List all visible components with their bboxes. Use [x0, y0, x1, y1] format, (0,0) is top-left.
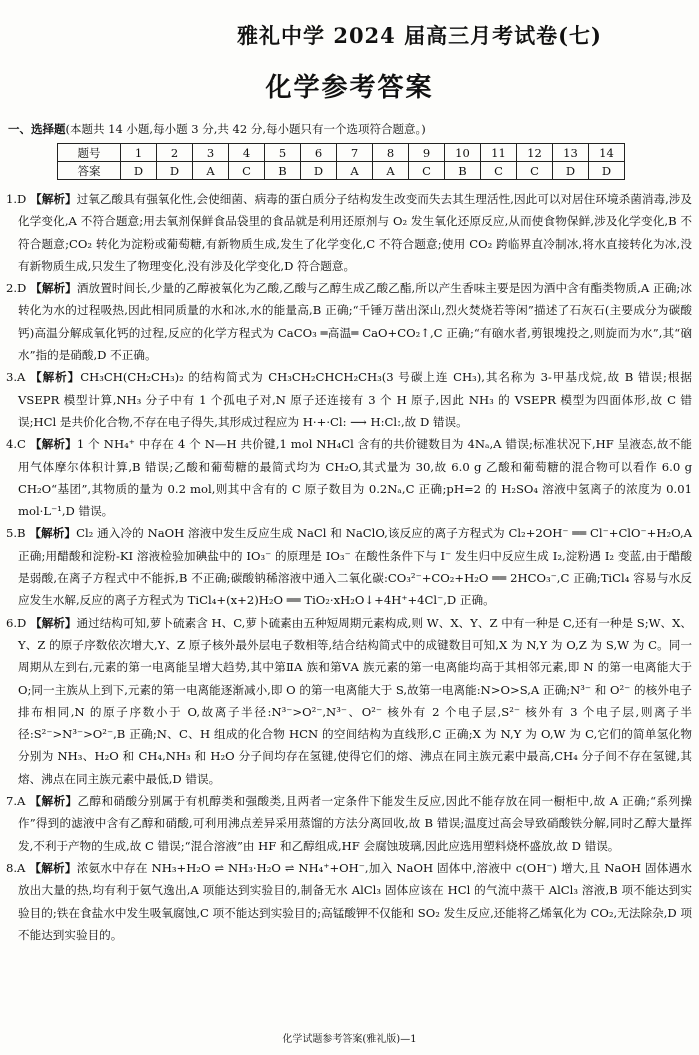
- item-number: 1.D: [6, 192, 27, 206]
- item-number: 2.D: [6, 281, 27, 296]
- row-label-answer: 答案: [58, 162, 121, 180]
- analysis-tag: 【解析】: [29, 526, 77, 541]
- item-number: 3.A: [6, 370, 26, 385]
- exam-title: 雅礼中学 2024 届高三月考试卷(七): [237, 23, 602, 48]
- item-number: 8.A: [6, 860, 26, 875]
- item-text: 通过结构可知,萝卜硫素含 H、C,萝卜硫素由五种短周期元素构成,则 W、X、Y、Z 中有一种是 C,还有一种是 S;W、X、Y、Z 的原子序数依次增大,Y、Z 原子核外最外层电子数相等,结合结构简式中的成键数目可知,X 为 N,Y 为 O,Z 为 S,W 为 C。同一周期从左到右,元素的第一电离能呈增大趋势,其中第ⅡA 族和第ⅤA 族元素的第一电离能均高于其相邻元素,即 N 的第一电离能大于 O;同一主族从上到下,元素的第一电离能逐渐减小,即 O 的第一电离能大于 S,故第一电离能:N>O>S,A 正确;N³⁻ 和 O²⁻ 的核外电子排布相同,N 的原子序数小于 O,故离子半径:N³⁻>O²⁻,N³⁻、O²⁻ 核外有 2 个电子层,S²⁻ 核外有 3 个电子层,则离子半径:S²⁻>N³⁻>O²⁻,B 正确;N、C、H 组成的化合物 HCN 的空间结构为直线形,C 正确;X 为 N,Y 为 O,W 为 C,它们的简单氢化物分别为 NH₃、H₂O 和 CH₄,NH₃ 和 H₂O 分子间均存在氢键,使得它们的熔、沸点在同主族元素中最高,CH₄ 分子间不存在氢键,其熔、沸点在同主族元素中最低,D 错误。: [18, 615, 692, 786]
- question-number: 5: [265, 144, 301, 162]
- analysis-tag: 【解析】: [29, 794, 78, 809]
- answer-cell: D: [589, 162, 625, 180]
- item-text: 酒放置时间长,少量的乙醇被氧化为乙酸,乙酸与乙醇生成乙酸乙酯,所以产生香味主要是因为酒中含有酯类物质,A 正确;冰转化为水的过程吸热,因此相同质量的水和冰,水的能量高,B 正确;“千锤万凿出深山,烈火焚烧若等闲”描述了石灰石(主要成分为碳酸钙)高温分解成氧化钙的过程,反应的化学方程式为 CaCO₃ ═高温═ CaO+CO₂↑,C 正确;“有硇水者,剪银塊投之,则旋而为水”,其“硇水”指的是硝酸,D 不正确。: [18, 281, 692, 363]
- analysis-tag: 【解析】: [30, 370, 81, 385]
- answer-title: 化学参考答案: [265, 73, 434, 103]
- question-number: 1: [121, 144, 157, 162]
- item-text: 浓氨水中存在 NH₃+H₂O ⇌ NH₃·H₂O ⇌ NH₄⁺+OH⁻,加入 NaOH 固体中,溶液中 c(OH⁻) 增大,且 NaOH 固体遇水放出大量的热,均有利于氨气逸出,A 项能达到实验目的,制备无水 AlCl₃ 固体应该在 HCl 的气流中蒸干 AlCl₃ 溶液,B 项不能达到实验目的;铁在食盐水中发生吸氧腐蚀,C 项不能达到实验目的;高锰酸钾不仅能和 SO₂ 发生反应,还能将乙烯氧化为 CO₂,无法除杂,D 项不能达到实验目的。: [18, 860, 692, 942]
- section-heading: [8, 121, 426, 137]
- answer-cell: C: [481, 162, 517, 180]
- answer-cell: A: [337, 162, 373, 180]
- answer-cell: B: [445, 162, 481, 180]
- question-number: 13: [553, 144, 589, 162]
- analysis-tag: 【解析】: [30, 615, 77, 630]
- page-footer: 化学试题参考答案(雅礼版)—1: [282, 1034, 417, 1045]
- item-text: 1 个 NH₄⁺ 中存在 4 个 N—H 共价键,1 mol NH₄Cl 含有的共价键数目为 4Nₐ,A 错误;标准状况下,HF 呈液态,故不能用气体摩尔体积计算,B 错误;乙酸和葡萄糖的最简式均为 CH₂O,其式量为 30,故 6.0 g 乙酸和葡萄糖的混合物可以看作 6.0 g CH₂O“基团”,其物质的量为 0.2 mol,则其中含有的 C 原子数目为 0.2Nₐ,C 正确;pH=2 的 H₂SO₄ 溶液中氢离子的浓度为 0.01 mol·L⁻¹,D 错误。: [18, 437, 692, 519]
- question-number: 9: [409, 144, 445, 162]
- item-number: 7.A: [6, 794, 26, 809]
- question-number-row: [58, 144, 625, 162]
- question-number: 2: [157, 144, 193, 162]
- answer-cell: C: [229, 162, 265, 180]
- section-desc: (本题共 14 小题,每小题 3 分,共 42 分,每小题只有一个选项符合题意。): [65, 122, 426, 136]
- answer-cell: C: [517, 162, 553, 180]
- question-number: 12: [517, 144, 553, 162]
- answer-cell: A: [193, 162, 229, 180]
- explanation-list: [6, 188, 692, 946]
- item-number: 6.D: [6, 615, 27, 630]
- item-number: 4.C: [6, 437, 26, 452]
- question-number: 3: [193, 144, 229, 162]
- item-text: 过氧乙酸具有强氧化性,会使细菌、病毒的蛋白质分子结构发生改变而失去其生理活性,因此可以对居住环境杀菌消毒,涉及化学变化,A 不符合题意;用去氧剂保鲜食品袋里的食品就是利用还原剂与 O₂ 发生氧化还原反应,从而使食物保鲜,涉及化学变化,B 不符合题意;CO₂ 转化为淀粉或葡萄糖,有新物质生成,发生了化学变化,C 不符合题意;使用 CO₂ 跨临界直冷制冰,将水直接转化为冰,没有新物质生成,只发生了物理变化,没有涉及化学变化,D 符合题意。: [18, 192, 693, 273]
- answer-cell: A: [373, 162, 409, 180]
- explanation-item: [6, 366, 692, 433]
- explanation-item: [6, 277, 692, 366]
- question-number: 14: [589, 144, 625, 162]
- explanation-item: [6, 857, 692, 946]
- explanation-item: [6, 433, 692, 522]
- item-text: Cl₂ 通入冷的 NaOH 溶液中发生反应生成 NaCl 和 NaClO,该反应的离子方程式为 Cl₂+2OH⁻ ══ Cl⁻+ClO⁻+H₂O,A 正确;用醋酸和淀粉-KI 溶液检验加碘盐中的 IO₃⁻ 的原理是 IO₃⁻ 在酸性条件下与 I⁻ 发生归中反应生成 I₂,淀粉遇 I₂ 变蓝,由于醋酸是弱酸,在离子方程式中不能拆,B 不正确;碳酸钠稀溶液中通入二氧化碳:CO₃²⁻+CO₂+H₂O ══ 2HCO₃⁻,C 正确;TiCl₄ 容易与水反应发生水解,反应的离子方程式为 TiCl₄+(x+2)H₂O ══ TiO₂·xH₂O↓+4H⁺+4Cl⁻,D 正确。: [18, 526, 692, 608]
- answer-cell: D: [553, 162, 589, 180]
- question-number: 11: [481, 144, 517, 162]
- answer-cell: C: [409, 162, 445, 180]
- item-number: 5.B: [6, 526, 26, 541]
- answer-cell: D: [121, 162, 157, 180]
- exam-header: [0, 20, 699, 50]
- answer-table: [57, 143, 625, 180]
- explanation-item: [6, 188, 692, 277]
- item-text: 乙醇和硝酸分别属于有机醇类和强酸类,且两者一定条件下能发生反应,因此不能存放在同一橱柜中,故 A 正确;“系列操作”得到的滤液中含有乙醇和硝酸,可利用沸点差异采用蒸馏的方法分离回收,故 B 错误;温度过高会导致硝酸铁分解,同时乙醇大量挥发,不利于产物的生成,故 C 错误;“混合溶液”由 HF 和乙醇组成,HF 会腐蚀玻璃,因此应选用塑料烧杯盛放,故 D 错误。: [18, 794, 692, 853]
- item-text: CH₃CH(CH₂CH₃)₂ 的结构简式为 CH₃CH₂CHCH₂CH₃(3 号碳上连 CH₃),其名称为 3-甲基戊烷,故 B 错误;根据 VSEPR 模型计算,NH₃ 分子中有 1 个孤电子对,N 原子还连接有 3 个 H 原子,因此 NH₃ 的 VSEPR 模型为四面体形,故 C 错误;HCl 是共价化合物,不存在电子得失,其形成过程应为 H·+·Cl: ⟶ H:Cl:,故 D 错误。: [18, 370, 692, 429]
- question-number: 6: [301, 144, 337, 162]
- explanation-item: [6, 612, 692, 790]
- question-number: 4: [229, 144, 265, 162]
- answer-cell: D: [157, 162, 193, 180]
- answer-cell: D: [301, 162, 337, 180]
- row-label-question: 题号: [58, 144, 121, 162]
- section-label: 一、选择题: [8, 122, 66, 136]
- question-number: 10: [445, 144, 481, 162]
- question-number: 7: [337, 144, 373, 162]
- answer-row: [58, 162, 625, 180]
- analysis-tag: 【解析】: [29, 860, 77, 875]
- analysis-tag: 【解析】: [30, 281, 77, 296]
- question-number: 8: [373, 144, 409, 162]
- explanation-item: [6, 522, 692, 611]
- analysis-tag: 【解析】: [30, 192, 77, 206]
- explanation-item: [6, 790, 692, 857]
- answer-cell: B: [265, 162, 301, 180]
- analysis-tag: 【解析】: [29, 437, 77, 452]
